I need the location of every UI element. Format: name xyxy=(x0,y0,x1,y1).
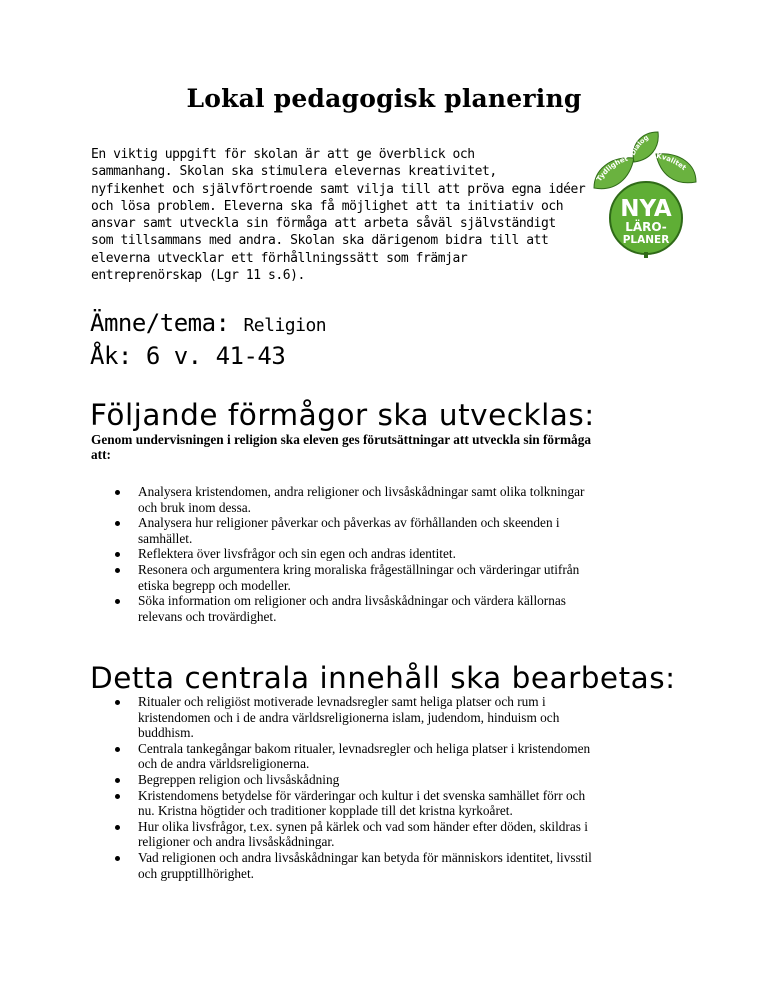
list-item xyxy=(91,788,691,819)
list-item-text: Hur olika livsfrågor, t.ex. synen på kärlek och vad som händer efter döden, skildras i xyxy=(138,818,588,834)
subject-value: Religion xyxy=(243,315,327,336)
weeks-value: v. 41-43 xyxy=(173,342,286,370)
list-item xyxy=(91,546,691,562)
list-item-text: nu. Kristna högtider och traditioner kopplade till det kristna kyrkoåret. xyxy=(138,803,513,819)
list-item-text: Söka information om religioner och andra livsåskådningar och värdera källornas xyxy=(138,593,566,609)
subject-label: Ämne/tema: xyxy=(90,309,230,337)
intro-line: och lösa problem. Eleverna ska få möjlighet att ta initiativ och xyxy=(91,198,564,214)
nya-laroplaner-logo xyxy=(590,130,700,258)
list-item-text: Centrala tankegångar bakom ritualer, levnadsregler och heliga platser i kristendomen xyxy=(138,740,591,756)
list-item-text: buddhism. xyxy=(138,725,194,741)
subject-line xyxy=(90,308,326,341)
bullet-icon xyxy=(115,552,120,557)
subject-block xyxy=(90,308,326,371)
list-item xyxy=(91,515,691,546)
list-item xyxy=(91,593,691,624)
intro-line: ansvar samt utveckla sin förmåga att arbeta såväl självständigt xyxy=(91,216,556,232)
grade-line xyxy=(90,341,326,371)
bullet-icon xyxy=(115,856,120,861)
bullet-icon xyxy=(115,747,120,752)
logo-text-mid: LÄRO- xyxy=(625,220,667,234)
intro-line: eleverna utvecklar ett förhållningssätt som främjar xyxy=(91,250,468,266)
intro-line: entreprenörskap (Lgr 11 s.6). xyxy=(91,268,305,284)
bullet-icon xyxy=(115,521,120,526)
abilities-heading: Följande förmågor ska utvecklas: xyxy=(90,398,595,432)
content-list xyxy=(91,694,691,881)
list-item-text: och de andra världsreligionerna. xyxy=(138,756,310,772)
intro-paragraph xyxy=(91,146,591,284)
list-item-text: relevans och trovärdighet. xyxy=(138,608,277,624)
list-item-text: Begreppen religion och livsåskådning xyxy=(138,771,340,787)
logo-leaf-text: Dialog xyxy=(628,133,651,157)
bullet-icon xyxy=(115,778,120,783)
intro-line: nyfikenhet och självförtroende samt vilja till att pröva egna idéer xyxy=(91,181,586,197)
list-item xyxy=(91,819,691,850)
logo-text-low: PLANER xyxy=(622,234,670,246)
bullet-icon xyxy=(115,568,120,573)
bullet-icon xyxy=(115,794,120,799)
bullet-icon xyxy=(115,700,120,705)
list-item-text: Analysera hur religioner påverkar och påverkas av förhållanden och skeenden i xyxy=(138,515,560,531)
abilities-lead xyxy=(91,432,691,463)
list-item-text: Reflektera över livsfrågor och sin egen och andras identitet. xyxy=(138,546,456,562)
intro-line: som tillsammans med andra. Skolan ska därigenom bidra till att xyxy=(91,233,549,249)
abilities-list xyxy=(91,484,691,624)
list-item-text: Analysera kristendomen, andra religioner och livsåskådningar samt olika tolkningar xyxy=(138,484,585,499)
lead-line: Genom undervisningen i religion ska eleven ges förutsättningar att utveckla sin förmåga xyxy=(91,432,591,447)
list-item xyxy=(91,772,691,788)
list-item-text: och bruk inom dessa. xyxy=(138,499,252,515)
list-item-text: etiska begrepp och modeller. xyxy=(138,577,291,593)
grade-value: 6 xyxy=(145,342,160,370)
logo-stem xyxy=(644,252,648,258)
bullet-icon xyxy=(115,825,120,830)
list-item xyxy=(91,562,691,593)
logo-text-big: NYA xyxy=(620,196,672,222)
list-item-text: och grupptillhörighet. xyxy=(138,865,254,881)
list-item-text: Vad religionen och andra livsåskådningar kan betyda för människors identitet, livsstil xyxy=(138,849,592,865)
bullet-icon xyxy=(115,490,120,495)
list-item xyxy=(91,850,691,881)
logo-leaf-text: Kvalitet xyxy=(655,152,688,173)
list-item-text: Resonera och argumentera kring moraliska frågeställningar och värderingar utifrån xyxy=(138,561,580,577)
list-item xyxy=(91,694,691,741)
list-item-text: samhället. xyxy=(138,530,193,546)
list-item-text: religioner och andra livsåskådningar. xyxy=(138,834,335,850)
grade-label: Åk: xyxy=(90,342,132,370)
list-item-text: Ritualer och religiöst motiverade levnadsregler samt heliga platser och rum i xyxy=(138,694,546,709)
list-item xyxy=(91,741,691,772)
lead-line: att: xyxy=(91,447,111,463)
bullet-icon xyxy=(115,599,120,604)
page-title: Lokal pedagogisk planering xyxy=(186,84,582,113)
list-item-text: kristendomen och i de andra världsreligionerna islam, judendom, hinduism och xyxy=(138,709,560,725)
logo-leaf-text: Tydlighet xyxy=(595,154,629,184)
list-item xyxy=(91,484,691,515)
intro-line: sammanhang. Skolan ska stimulera elevernas kreativitet, xyxy=(91,164,497,180)
intro-line: En viktig uppgift för skolan är att ge överblick och xyxy=(91,147,475,162)
content-heading: Detta centrala innehåll ska bearbetas: xyxy=(90,661,676,695)
list-item-text: Kristendomens betydelse för värderingar och kultur i det svenska samhället förr och xyxy=(138,787,586,803)
